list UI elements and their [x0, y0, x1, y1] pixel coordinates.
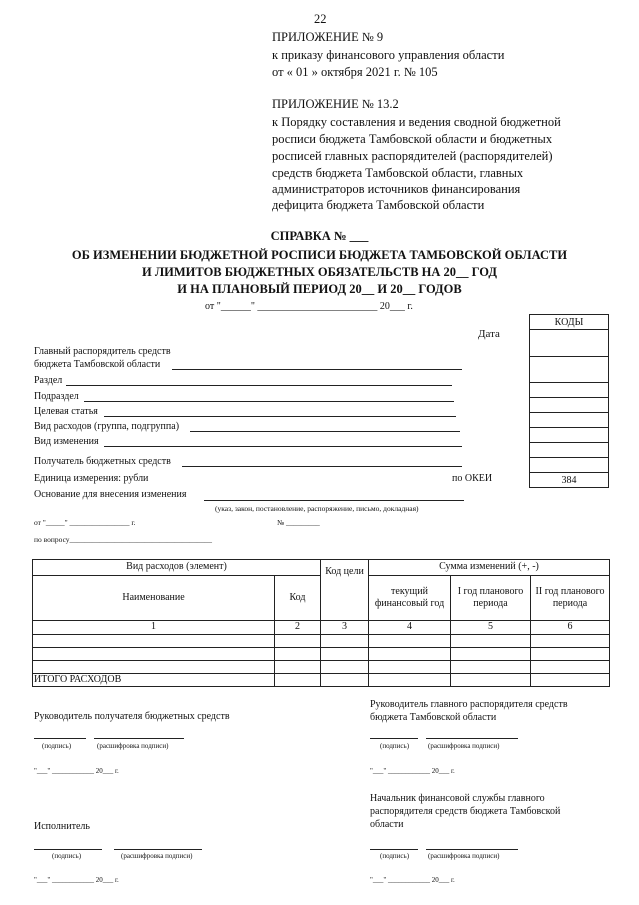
- main-distributor-label-2: бюджета Тамбовской области: [34, 359, 161, 370]
- question-line[interactable]: по вопросу______________________________________: [34, 535, 213, 544]
- table-cell[interactable]: [369, 647, 451, 660]
- signature-field[interactable]: [370, 738, 418, 739]
- codes-header: КОДЫ: [530, 315, 609, 330]
- appendix13-line: росписей главных распорядителей (распорядителей): [272, 149, 553, 163]
- target-article-label: Целевая статья: [34, 406, 98, 417]
- finance-head-label-3: области: [370, 819, 404, 830]
- col-number: 5: [451, 621, 531, 635]
- table-cell[interactable]: [451, 673, 531, 687]
- decoding-field[interactable]: [426, 849, 518, 850]
- total-row: [33, 673, 610, 687]
- change-type-field[interactable]: [104, 446, 462, 447]
- appendix13-line: дефицита бюджета Тамбовской области: [272, 198, 485, 212]
- appendix9-title: ПРИЛОЖЕНИЕ № 9: [272, 30, 384, 44]
- col-number: 1: [33, 621, 275, 635]
- signature-field[interactable]: [370, 849, 418, 850]
- header-current-year: текущий финансовый год: [369, 576, 451, 621]
- col-number: 2: [275, 621, 321, 635]
- appendix13-line: средств бюджета Тамбовской области, главных: [272, 166, 524, 180]
- changes-table: [32, 559, 610, 687]
- signature-caption: (подпись): [52, 852, 82, 860]
- header-year1: I год планового периода: [451, 576, 531, 621]
- main-distributor-field[interactable]: [172, 369, 462, 370]
- basis-field[interactable]: [204, 500, 464, 501]
- unit-label: Единица измерения: рубли: [34, 473, 149, 484]
- target-article-field[interactable]: [104, 416, 456, 417]
- table-row: [33, 660, 610, 673]
- main-head-label: Руководитель главного распорядителя средств: [370, 699, 568, 710]
- code-cell-target[interactable]: [530, 413, 609, 428]
- signature-field[interactable]: [34, 849, 102, 850]
- table-cell[interactable]: [321, 660, 369, 673]
- table-cell[interactable]: [369, 660, 451, 673]
- table-cell[interactable]: [33, 660, 275, 673]
- code-cell-okei: 384: [530, 473, 609, 488]
- subsection-field[interactable]: [84, 401, 454, 402]
- table-row: [33, 634, 610, 647]
- decoding-field[interactable]: [426, 738, 518, 739]
- table-cell[interactable]: [369, 673, 451, 687]
- table-cell[interactable]: [275, 660, 321, 673]
- table-row: [33, 647, 610, 660]
- recipient-head-label: Руководитель получателя бюджетных средств: [34, 711, 230, 722]
- signature-caption: (подпись): [42, 742, 72, 750]
- code-cell-main-distributor[interactable]: [530, 357, 609, 383]
- table-cell[interactable]: [321, 634, 369, 647]
- signature-date[interactable]: "___" ____________ 20___ г.: [34, 767, 119, 775]
- header-sum-changes: Сумма изменений (+, -): [369, 560, 610, 576]
- table-cell[interactable]: [531, 647, 610, 660]
- code-cell-subsection[interactable]: [530, 398, 609, 413]
- codes-table: [529, 314, 609, 488]
- appendix9-line1: к приказу финансового управления области: [272, 48, 505, 62]
- basis-note: (указ, закон, постановление, распоряжение, письмо, докладная): [215, 504, 419, 513]
- code-cell-change-type[interactable]: [530, 443, 609, 458]
- header-target-code: Код цели: [321, 560, 369, 621]
- signature-caption: (подпись): [380, 852, 410, 860]
- signature-date[interactable]: "___" ____________ 20___ г.: [370, 767, 455, 775]
- subsection-label: Подраздел: [34, 391, 79, 402]
- heading-line: ОБ ИЗМЕНЕНИИ БЮДЖЕТНОЙ РОСПИСИ БЮДЖЕТА ТАМБОВСКОЙ ОБЛАСТИ: [71, 248, 568, 262]
- section-label: Раздел: [34, 375, 63, 386]
- main-head-label-2: бюджета Тамбовской области: [370, 712, 497, 723]
- from-line[interactable]: от "_____" ________________ г.: [34, 518, 136, 527]
- decoding-caption: (расшифровка подписи): [428, 742, 500, 750]
- table-cell[interactable]: [275, 634, 321, 647]
- table-cell[interactable]: [531, 634, 610, 647]
- finance-head-label-2: распорядителя средств бюджета Тамбовской: [370, 806, 561, 817]
- signature-date[interactable]: "___" ____________ 20___ г.: [34, 876, 119, 884]
- number-line[interactable]: № _________: [277, 518, 320, 527]
- table-cell[interactable]: [531, 660, 610, 673]
- header-expense-element: Вид расходов (элемент): [33, 560, 321, 576]
- main-distributor-label: Главный распорядитель средств: [34, 346, 171, 357]
- code-cell-recipient[interactable]: [530, 458, 609, 473]
- table-cell[interactable]: [275, 647, 321, 660]
- decoding-caption: (расшифровка подписи): [121, 852, 193, 860]
- table-cell[interactable]: [321, 647, 369, 660]
- code-cell-section[interactable]: [530, 383, 609, 398]
- table-cell[interactable]: [369, 634, 451, 647]
- col-number: 3: [321, 621, 369, 635]
- table-cell[interactable]: [451, 660, 531, 673]
- signature-caption: (подпись): [380, 742, 410, 750]
- header-year2: II год планового периода: [531, 576, 610, 621]
- appendix13-line: росписи бюджета Тамбовской области и бюджетных: [272, 132, 553, 146]
- table-cell[interactable]: [321, 673, 369, 687]
- code-cell-date[interactable]: [530, 330, 609, 357]
- code-cell-expense-type[interactable]: [530, 428, 609, 443]
- section-field[interactable]: [66, 385, 452, 386]
- table-cell[interactable]: [531, 673, 610, 687]
- heading-title: СПРАВКА № ___: [270, 229, 369, 243]
- appendix13-line: к Порядку составления и ведения сводной бюджетной: [272, 115, 561, 129]
- table-cell[interactable]: [451, 634, 531, 647]
- decoding-field[interactable]: [94, 738, 184, 739]
- signature-field[interactable]: [34, 738, 86, 739]
- header-name: Наименование: [33, 576, 275, 621]
- recipient-field[interactable]: [182, 466, 462, 467]
- col-number: 6: [531, 621, 610, 635]
- table-cell[interactable]: [33, 647, 275, 660]
- table-cell[interactable]: [33, 634, 275, 647]
- table-cell[interactable]: [451, 647, 531, 660]
- executor-label: Исполнитель: [34, 821, 90, 832]
- page-number: 22: [314, 12, 327, 26]
- expense-type-label: Вид расходов (группа, подгруппа): [34, 421, 180, 432]
- date-label: Дата: [478, 328, 500, 340]
- signature-date[interactable]: "___" ____________ 20___ г.: [370, 876, 455, 884]
- heading-date-line: от "______" ________________________ 20___ г.: [205, 301, 413, 312]
- recipient-label: Получатель бюджетных средств: [34, 456, 171, 467]
- decoding-caption: (расшифровка подписи): [428, 852, 500, 860]
- appendix13-title: ПРИЛОЖЕНИЕ № 13.2: [272, 97, 399, 111]
- total-label: ИТОГО РАСХОДОВ: [33, 673, 275, 687]
- appendix9-line2: от « 01 » октября 2021 г. № 105: [272, 65, 438, 79]
- change-type-label: Вид изменения: [34, 436, 99, 447]
- table-cell[interactable]: [275, 673, 321, 687]
- finance-head-label: Начальник финансовой службы главного: [370, 793, 545, 804]
- heading-line: И НА ПЛАНОВЫЙ ПЕРИОД 20__ И 20__ ГОДОВ: [177, 282, 462, 296]
- header-code: Код: [275, 576, 321, 621]
- expense-type-field[interactable]: [190, 431, 460, 432]
- appendix13-line: администраторов источников финансирования: [272, 182, 521, 196]
- okei-label: по ОКЕИ: [452, 473, 493, 484]
- heading-line: И ЛИМИТОВ БЮДЖЕТНЫХ ОБЯЗАТЕЛЬСТВ НА 20__ ГОД: [141, 265, 498, 279]
- col-number: 4: [369, 621, 451, 635]
- decoding-caption: (расшифровка подписи): [97, 742, 169, 750]
- decoding-field[interactable]: [114, 849, 202, 850]
- basis-label: Основание для внесения изменения: [34, 489, 187, 500]
